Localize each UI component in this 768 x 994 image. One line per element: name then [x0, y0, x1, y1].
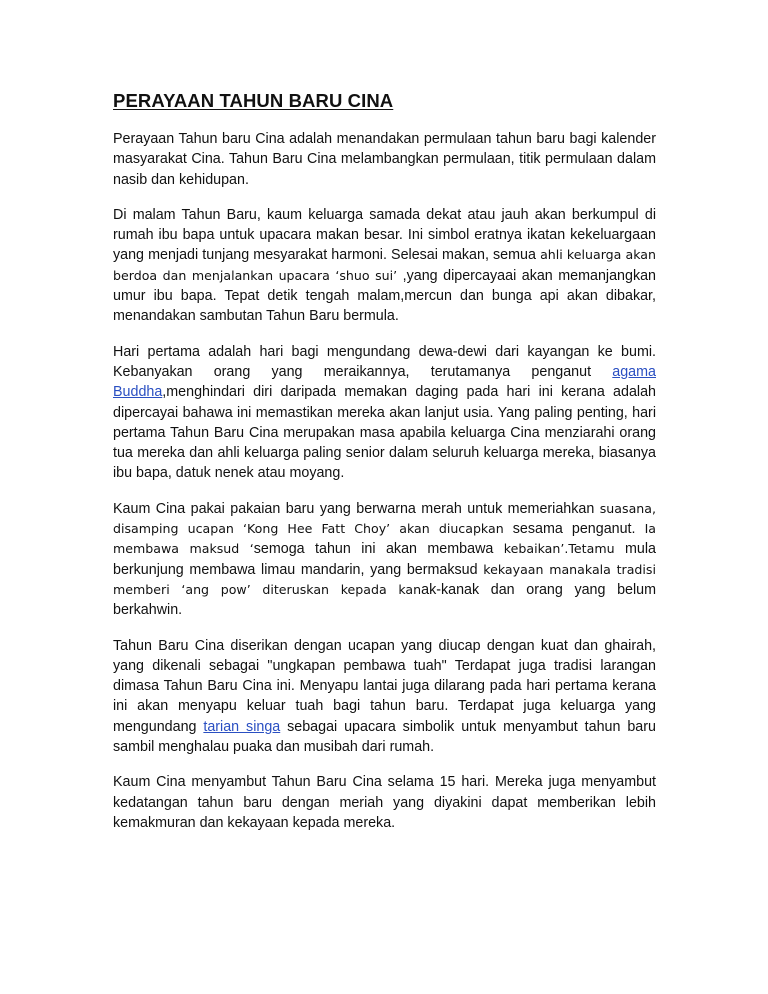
paragraph-2-text-b: ahli keluarga akan berdoa dan menjalankan upacara ‘shuo sui’: [113, 247, 656, 283]
paragraph-5-text-b: sebagai upacara simbolik untuk menyambut tahun baru sambil menghalau puaka dan musibah dari rumah.: [113, 718, 656, 756]
paragraph-3: [113, 342, 656, 484]
paragraph-5: [113, 636, 656, 758]
paragraph-4-text-d: Ia membawa maksud ‘: [113, 521, 656, 557]
paragraph-4-text-e: semoga tahun ini akan membawa: [253, 541, 504, 558]
document-title: PERAYAAN TAHUN BARU CINA: [113, 90, 394, 111]
paragraph-4-text-f: kebaikan’.Tetamu: [503, 541, 615, 557]
paragraph-2-text-c: ,yang dipercayaai akan memanjangkan umur ibu bapa. Tepat detik tengah malam,mercun dan bunga api akan dibakar, menandakan sambutan Tahun Baru bermula.: [113, 267, 656, 325]
paragraph-3-text-a: Hari pertama adalah hari bagi mengundang dewa-dewi dari kayangan ke bumi. Kebanyakan orang yang meraikannya, terutamanya penganut: [113, 343, 656, 380]
paragraph-6: Kaum Cina menyambut Tahun Baru Cina selama 15 hari. Mereka juga menyambut kedatangan tahun baru dengan meriah yang diyakini dapat memberikan lebih kemakmuran dan kekayaan kepada mereka.: [113, 774, 656, 831]
paragraph-4-text-h: kekayaan manakala tradisi memberi ‘ang pow’ diteruskan kepada kan: [113, 561, 656, 597]
agama-buddha-link[interactable]: agama Buddha: [113, 363, 656, 401]
paragraph-4-text-a: Kaum Cina pakai pakaian baru yang berwarna merah untuk memeriahkan: [113, 500, 600, 517]
paragraph-4: [113, 499, 656, 621]
paragraph-2-text-a: Di malam Tahun Baru, kaum keluarga samada dekat atau jauh akan berkumpul di rumah ibu bapa untuk upacara makan besar. Ini simbol eratnya ikatan kekeluargaan yang menjadi tunjang mesyarakat harmoni. Selesai makan, semua: [113, 206, 656, 264]
paragraph-4-text-i: ak-kanak dan orang yang belum berkahwin.: [113, 581, 657, 619]
paragraph-2: [113, 205, 656, 327]
document-page: [113, 90, 656, 848]
paragraph-4-text-c: sesama penganut.: [503, 521, 645, 538]
paragraph-4-text-b: suasana, disamping ucapan ‘Kong Hee Fatt Choy’ akan diucapkan: [113, 500, 656, 537]
paragraph-5-text-a: Tahun Baru Cina diserikan dengan ucapan yang diucap dengan kuat dan ghairah, yang dikenali sebagai "ungkapan pembawa tuah" Terdapat juga tradisi larangan dimasa Tahun Baru Cina ini. Menyapu lantai juga dilarang pada hari pertama kerana ini akan menyapu keluar tuah bagi tahun baru. Terdapat juga keluarga yang mengundang: [113, 637, 656, 735]
paragraph-4-text-g: mula berkunjung membawa limau mandarin, yang bermaksud: [113, 541, 656, 578]
paragraph-3-text-b: ,menghindari diri daripada memakan daging pada hari ini kerana adalah dipercayai bahawa ini memastikan mereka akan lanjut usia. Yang paling penting, hari pertama Tahun Baru Cina merupakan masa apabila keluarga Cina menziarahi orang tua mereka dan ahli keluarga paling senior dalam seluruh keluarga mereka, biasanya ibu bapa, datuk nenek atau moyang.: [113, 384, 656, 482]
tarian-singa-link[interactable]: tarian singa: [203, 718, 281, 735]
paragraph-1: Perayaan Tahun baru Cina adalah menandakan permulaan tahun baru bagi kalender masyarakat Cina. Tahun Baru Cina melambangkan permulaan, titik permulaan dalam nasib dan kehidupan.: [113, 131, 656, 188]
